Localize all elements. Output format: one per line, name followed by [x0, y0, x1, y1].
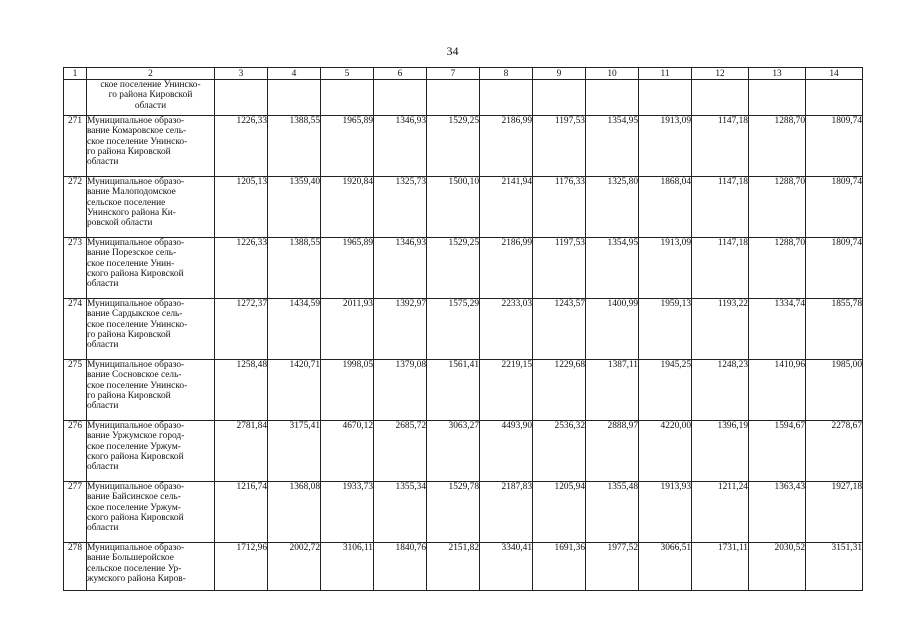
row-name-line: области — [87, 401, 119, 412]
row-index: 271 — [64, 116, 87, 177]
row-name-line: Муниципальное образо- — [87, 482, 185, 492]
row-value: 1354,95 — [586, 116, 639, 177]
row-value — [480, 80, 533, 116]
row-value: 1396,19 — [692, 421, 749, 482]
row-name — [87, 482, 215, 543]
row-value: 1868,04 — [639, 177, 692, 238]
row-value: 1226,33 — [215, 116, 268, 177]
row-name-line: Муниципальное образо- — [87, 238, 185, 248]
row-value: 1388,55 — [268, 116, 321, 177]
row-name — [87, 80, 215, 116]
row-value: 1325,80 — [586, 177, 639, 238]
row-value: 1205,13 — [215, 177, 268, 238]
row-index: 274 — [64, 299, 87, 360]
row-value: 1927,18 — [806, 482, 863, 543]
row-value: 1998,05 — [321, 360, 374, 421]
row-value: 1354,95 — [586, 238, 639, 299]
row-value: 4220,00 — [639, 421, 692, 482]
column-header: 4 — [268, 68, 321, 80]
table-row — [64, 482, 863, 543]
row-name-line: го района Кировской — [87, 329, 171, 340]
row-value: 3151,31 — [806, 543, 863, 591]
row-value: 2233,03 — [480, 299, 533, 360]
row-value: 2888,97 — [586, 421, 639, 482]
column-header: 7 — [427, 68, 480, 80]
row-value: 1529,78 — [427, 482, 480, 543]
row-name-line: сельское поселение Ур- — [87, 563, 182, 574]
row-name-line: вание Комаровское сель- — [87, 126, 187, 137]
row-name-line: вание Большеройское — [87, 553, 174, 564]
row-index: 275 — [64, 360, 87, 421]
row-name-line: ского района Кировской — [87, 512, 184, 523]
row-name-line: вание Сосновское сель- — [87, 370, 182, 381]
row-value: 1325,73 — [374, 177, 427, 238]
row-name-line: Муниципальное образо- — [87, 543, 185, 553]
row-value: 1288,70 — [749, 177, 806, 238]
row-name-line: ское поселение Уржум- — [87, 441, 181, 452]
row-name-line: го района Кировской — [87, 390, 171, 401]
row-name-line: ское поселение Унинско- — [100, 80, 201, 90]
row-value: 1147,18 — [692, 238, 749, 299]
row-value: 1272,37 — [215, 299, 268, 360]
column-header: 2 — [87, 68, 215, 80]
row-value: 2011,93 — [321, 299, 374, 360]
row-value: 1288,70 — [749, 116, 806, 177]
data-table — [63, 67, 863, 591]
row-name-line: ского района Кировской — [87, 268, 184, 279]
row-name-line: Муниципальное образо- — [87, 360, 185, 370]
row-value: 1363,43 — [749, 482, 806, 543]
row-value: 2278,67 — [806, 421, 863, 482]
table-row — [64, 360, 863, 421]
row-value: 1226,33 — [215, 238, 268, 299]
row-value: 1355,34 — [374, 482, 427, 543]
table-row — [64, 543, 863, 591]
row-value: 1243,57 — [533, 299, 586, 360]
row-value: 1216,74 — [215, 482, 268, 543]
row-value: 2186,99 — [480, 238, 533, 299]
header-row — [64, 68, 863, 80]
row-value: 1248,23 — [692, 360, 749, 421]
row-value: 1387,11 — [586, 360, 639, 421]
row-value: 1731,11 — [692, 543, 749, 591]
row-name-line: Унинского района Ки- — [87, 207, 176, 218]
row-name-line: вание Порезское сель- — [87, 248, 177, 259]
row-index: 276 — [64, 421, 87, 482]
row-name-line: области — [87, 157, 119, 168]
row-index: 278 — [64, 543, 87, 591]
row-name-line: вание Байсинское сель- — [87, 492, 181, 503]
row-value: 3066,51 — [639, 543, 692, 591]
row-value: 1229,68 — [533, 360, 586, 421]
row-name-line: вание Малоподомское — [87, 187, 176, 198]
row-value: 1434,59 — [268, 299, 321, 360]
row-name — [87, 116, 215, 177]
row-value: 1346,93 — [374, 238, 427, 299]
row-value: 2030,52 — [749, 543, 806, 591]
row-value: 1379,08 — [374, 360, 427, 421]
table-row — [64, 116, 863, 177]
row-value: 3175,41 — [268, 421, 321, 482]
row-value: 1855,78 — [806, 299, 863, 360]
row-value: 1913,09 — [639, 238, 692, 299]
row-name — [87, 238, 215, 299]
row-value: 1965,89 — [321, 116, 374, 177]
row-name-line: вание Уржумское город- — [87, 431, 185, 442]
row-name-line: области — [87, 340, 119, 351]
column-header: 12 — [692, 68, 749, 80]
row-value: 4670,12 — [321, 421, 374, 482]
table-row — [64, 238, 863, 299]
row-name-line: ское поселение Уржум- — [87, 502, 181, 513]
row-value: 1529,25 — [427, 116, 480, 177]
column-header: 11 — [639, 68, 692, 80]
column-header: 8 — [480, 68, 533, 80]
row-value — [806, 80, 863, 116]
row-value: 1691,36 — [533, 543, 586, 591]
table-row — [64, 299, 863, 360]
row-value: 2781,84 — [215, 421, 268, 482]
table-row — [64, 421, 863, 482]
row-value: 2187,83 — [480, 482, 533, 543]
column-header: 14 — [806, 68, 863, 80]
row-value: 4493,90 — [480, 421, 533, 482]
row-value: 1985,00 — [806, 360, 863, 421]
row-name-line: Муниципальное образо- — [87, 116, 185, 126]
row-value — [374, 80, 427, 116]
row-value: 1258,48 — [215, 360, 268, 421]
row-value: 1147,18 — [692, 116, 749, 177]
row-name-line: ское поселение Унинско- — [87, 319, 188, 330]
row-value: 1147,18 — [692, 177, 749, 238]
column-header: 9 — [533, 68, 586, 80]
column-header: 3 — [215, 68, 268, 80]
row-name-line: Муниципальное образо- — [87, 177, 185, 187]
row-value: 1809,74 — [806, 116, 863, 177]
row-value: 1400,99 — [586, 299, 639, 360]
row-value: 1945,25 — [639, 360, 692, 421]
row-value: 1913,93 — [639, 482, 692, 543]
row-value: 1288,70 — [749, 238, 806, 299]
row-name — [87, 543, 215, 591]
row-name — [87, 360, 215, 421]
row-value: 1368,08 — [268, 482, 321, 543]
row-value: 1420,71 — [268, 360, 321, 421]
row-name-line: области — [87, 523, 119, 534]
row-name-line: Муниципальное образо- — [87, 421, 185, 431]
row-value: 1359,40 — [268, 177, 321, 238]
row-value: 2141,94 — [480, 177, 533, 238]
row-value — [215, 80, 268, 116]
row-name-line: ровской области — [87, 218, 153, 229]
row-index: 273 — [64, 238, 87, 299]
row-value: 2186,99 — [480, 116, 533, 177]
row-name — [87, 177, 215, 238]
row-value: 1197,53 — [533, 238, 586, 299]
row-value: 1913,09 — [639, 116, 692, 177]
row-value: 1346,93 — [374, 116, 427, 177]
row-value: 1176,33 — [533, 177, 586, 238]
row-value: 1334,74 — [749, 299, 806, 360]
row-value — [321, 80, 374, 116]
row-value: 1392,97 — [374, 299, 427, 360]
row-value: 3063,27 — [427, 421, 480, 482]
row-index: 277 — [64, 482, 87, 543]
row-value: 1809,74 — [806, 238, 863, 299]
row-name-line: области — [87, 279, 119, 290]
row-name-line: Муниципальное образо- — [87, 299, 185, 309]
row-value — [533, 80, 586, 116]
column-header: 5 — [321, 68, 374, 80]
table-row-continuation — [64, 80, 863, 116]
row-index: 272 — [64, 177, 87, 238]
page-number: 34 — [446, 44, 459, 58]
row-name — [87, 299, 215, 360]
row-value: 1840,76 — [374, 543, 427, 591]
table-row — [64, 177, 863, 238]
row-name — [87, 421, 215, 482]
row-name-line: жумского района Киров- — [87, 573, 186, 584]
row-name-line: ское поселение Унинско- — [87, 136, 188, 147]
column-header: 6 — [374, 68, 427, 80]
row-name-line: го района Кировской — [87, 146, 171, 157]
row-value: 1205,94 — [533, 482, 586, 543]
row-value: 1712,96 — [215, 543, 268, 591]
row-value — [268, 80, 321, 116]
row-value: 3106,11 — [321, 543, 374, 591]
row-value — [427, 80, 480, 116]
row-value: 2685,72 — [374, 421, 427, 482]
row-value: 1594,67 — [749, 421, 806, 482]
row-index — [64, 80, 87, 116]
row-value: 1575,29 — [427, 299, 480, 360]
column-header: 13 — [749, 68, 806, 80]
row-value: 1355,48 — [586, 482, 639, 543]
row-value: 1388,55 — [268, 238, 321, 299]
column-header: 1 — [64, 68, 87, 80]
row-value: 1933,73 — [321, 482, 374, 543]
row-name-line: сельское поселение — [87, 197, 166, 208]
row-value — [639, 80, 692, 116]
row-value: 2536,32 — [533, 421, 586, 482]
row-value: 3340,41 — [480, 543, 533, 591]
row-name-line: ское поселение Унин- — [87, 258, 175, 269]
row-value: 1410,96 — [749, 360, 806, 421]
row-value: 1809,74 — [806, 177, 863, 238]
row-value — [692, 80, 749, 116]
row-value: 1529,25 — [427, 238, 480, 299]
row-name-line: области — [87, 462, 119, 473]
row-value — [749, 80, 806, 116]
row-value: 1211,24 — [692, 482, 749, 543]
row-value: 1965,89 — [321, 238, 374, 299]
row-value: 1959,13 — [639, 299, 692, 360]
row-value: 1197,53 — [533, 116, 586, 177]
row-value: 2002,72 — [268, 543, 321, 591]
row-value: 2219,15 — [480, 360, 533, 421]
row-name-line: ское поселение Унинско- — [87, 380, 188, 391]
column-header: 10 — [586, 68, 639, 80]
row-value: 1561,41 — [427, 360, 480, 421]
row-value: 1920,84 — [321, 177, 374, 238]
row-value: 1500,10 — [427, 177, 480, 238]
row-name-line: вание Сардыкское сель- — [87, 309, 183, 320]
row-name-line: го района Кировской — [108, 90, 193, 101]
row-name-line: ского района Кировской — [87, 451, 184, 462]
row-value: 2151,82 — [427, 543, 480, 591]
row-value: 1193,22 — [692, 299, 749, 360]
row-name-line: области — [134, 100, 167, 111]
row-value — [586, 80, 639, 116]
row-value: 1977,52 — [586, 543, 639, 591]
